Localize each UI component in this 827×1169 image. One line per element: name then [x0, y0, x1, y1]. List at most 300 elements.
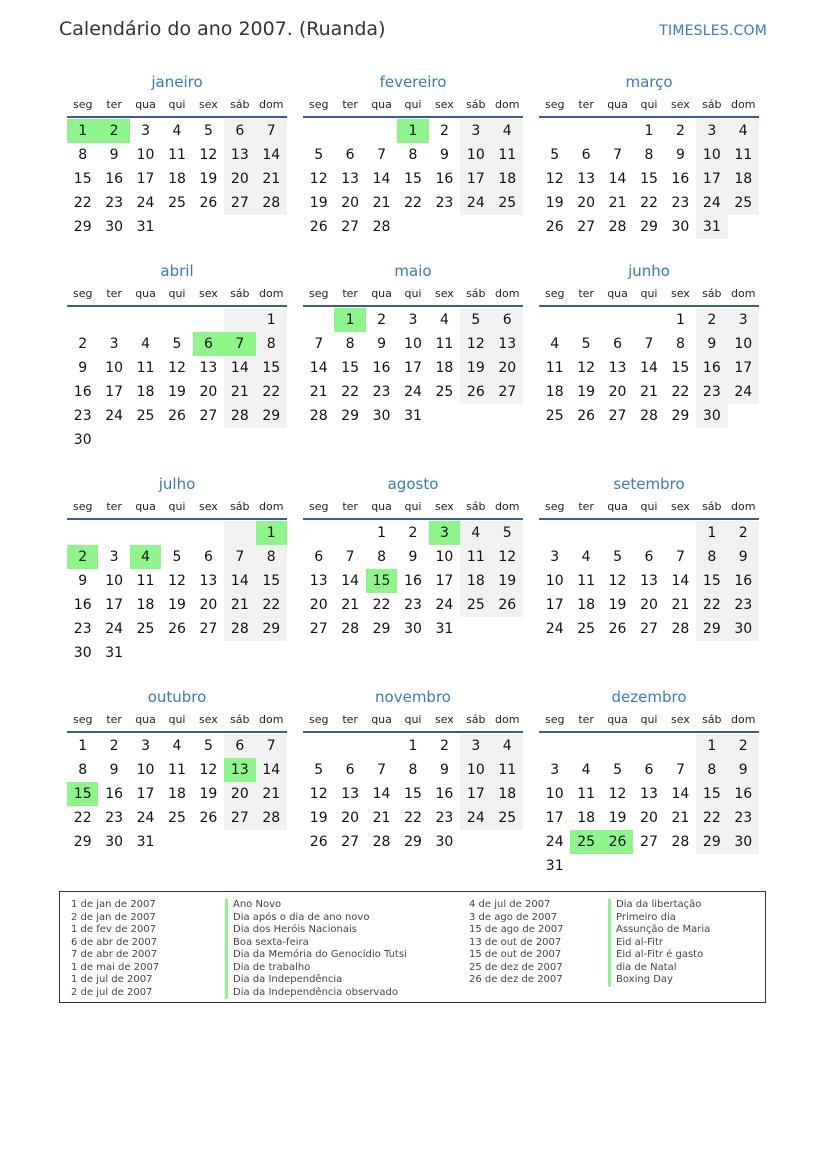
weekday-header: [303, 283, 523, 307]
day-cell: 16: [728, 569, 759, 593]
legend-date: 26 de dez de 2007: [469, 974, 563, 985]
day-cell: 22: [256, 380, 287, 404]
legend-holiday-name: Boxing Day: [608, 974, 710, 987]
day-cell: 17: [545, 810, 564, 826]
day-cell: 25: [492, 191, 523, 215]
day-cell: 20: [640, 810, 658, 826]
weekday-label: qui: [168, 287, 186, 300]
empty-cell: [130, 521, 161, 545]
day-cell: 26: [460, 380, 491, 404]
day-cell: 10: [728, 332, 759, 356]
empty-cell: [224, 215, 255, 239]
day-cell: 27: [224, 806, 255, 830]
holiday-day-cell: 3: [429, 521, 460, 545]
day-cell: 16: [73, 597, 92, 613]
holiday-legend: [59, 891, 766, 1003]
day-cell: 31: [435, 621, 454, 637]
day-cell: 20: [341, 810, 360, 826]
day-cell: 22: [404, 195, 422, 211]
week-row: [303, 545, 523, 569]
empty-cell: [602, 734, 633, 758]
weekday-label: qua: [607, 287, 628, 300]
week-row: [303, 191, 523, 215]
day-cell: 1: [256, 308, 287, 332]
week-row: [67, 569, 287, 593]
day-cell: 24: [728, 380, 759, 404]
empty-cell: [224, 521, 255, 545]
day-cell: 4: [728, 119, 759, 143]
month-name: janeiro: [151, 73, 203, 91]
weekday-label: ter: [106, 287, 122, 300]
holiday-day-cell: 1: [397, 119, 428, 143]
week-row: [539, 758, 759, 782]
day-cell: 6: [345, 147, 355, 163]
weekday-label: seg: [544, 287, 565, 300]
day-cell: 31: [696, 215, 727, 239]
week-row: [539, 167, 759, 191]
day-cell: 11: [545, 360, 564, 376]
empty-cell: [193, 830, 224, 854]
day-cell: 8: [696, 545, 727, 569]
day-cell: 9: [439, 147, 449, 163]
day-cell: 10: [460, 143, 491, 167]
weekday-label: qua: [607, 713, 628, 726]
day-cell: 27: [309, 621, 328, 637]
empty-cell: [366, 119, 397, 143]
week-row: [539, 404, 759, 428]
weekday-label: sáb: [230, 98, 250, 111]
weekday-label: sáb: [466, 713, 486, 726]
day-cell: 28: [372, 834, 391, 850]
day-cell: 28: [224, 404, 255, 428]
day-cell: 19: [199, 786, 218, 802]
empty-cell: [130, 428, 161, 452]
empty-cell: [193, 521, 224, 545]
day-cell: 20: [224, 782, 255, 806]
week-row: [539, 215, 759, 239]
day-cell: 10: [696, 143, 727, 167]
day-cell: 24: [404, 384, 422, 400]
weekday-label: qui: [404, 500, 422, 513]
weekday-label: dom: [731, 98, 756, 111]
day-cell: 6: [581, 147, 591, 163]
day-cell: 24: [136, 195, 155, 211]
empty-cell: [460, 617, 491, 641]
weekday-label: qua: [371, 713, 392, 726]
day-cell: 8: [78, 147, 88, 163]
day-cell: 4: [581, 549, 591, 565]
day-cell: 17: [696, 167, 727, 191]
day-cell: 27: [224, 191, 255, 215]
weekday-label: qua: [607, 98, 628, 111]
weekday-label: ter: [342, 98, 358, 111]
weekday-label: sáb: [702, 98, 722, 111]
empty-cell: [67, 308, 98, 332]
empty-cell: [334, 119, 365, 143]
legend-date: 1 de jan de 2007: [71, 899, 156, 910]
week-row: [67, 167, 287, 191]
day-cell: 18: [460, 569, 491, 593]
weekday-label: seg: [308, 500, 329, 513]
day-cell: 16: [105, 786, 124, 802]
month-4: [303, 259, 523, 428]
holiday-day-cell: 1: [334, 308, 365, 332]
day-cell: 14: [224, 356, 255, 380]
day-cell: 15: [640, 171, 658, 187]
day-cell: 12: [199, 147, 218, 163]
day-cell: 6: [203, 549, 213, 565]
day-cell: 31: [105, 645, 124, 661]
day-cell: 3: [460, 119, 491, 143]
day-cell: 25: [545, 408, 564, 424]
weekday-label: sex: [434, 287, 454, 300]
day-cell: 23: [671, 195, 690, 211]
month-7: [303, 472, 523, 641]
day-cell: 9: [78, 360, 88, 376]
empty-cell: [429, 404, 460, 428]
day-cell: 19: [545, 195, 564, 211]
day-cell: 17: [435, 573, 454, 589]
day-cell: 30: [105, 219, 124, 235]
day-cell: 18: [492, 782, 523, 806]
legend-date: 13 de out de 2007: [469, 936, 562, 948]
day-cell: 21: [671, 810, 690, 826]
weekday-header: [67, 709, 287, 733]
day-cell: 10: [435, 549, 454, 565]
day-cell: 9: [728, 758, 759, 782]
weekday-label: ter: [342, 287, 358, 300]
day-cell: 23: [728, 806, 759, 830]
week-row: [303, 215, 523, 239]
day-cell: 31: [136, 219, 155, 235]
weekday-label: sáb: [702, 713, 722, 726]
empty-cell: [460, 215, 491, 239]
day-cell: 13: [640, 786, 658, 802]
day-cell: 9: [728, 545, 759, 569]
day-cell: 23: [435, 195, 454, 211]
legend-date: 7 de abr de 2007: [71, 949, 158, 960]
weekday-header: [303, 709, 523, 733]
week-row: [67, 191, 287, 215]
day-cell: 3: [109, 336, 119, 352]
day-cell: 20: [640, 597, 658, 613]
weekday-label: dom: [495, 287, 520, 300]
day-cell: 10: [460, 758, 491, 782]
empty-cell: [193, 641, 224, 665]
day-cell: 11: [577, 786, 596, 802]
month-name: março: [625, 73, 673, 91]
day-cell: 3: [141, 123, 151, 139]
weekday-label: sex: [198, 500, 218, 513]
day-cell: 26: [309, 219, 328, 235]
day-cell: 12: [168, 360, 186, 376]
day-cell: 23: [372, 384, 391, 400]
holiday-day-cell: 4: [130, 545, 161, 569]
month-name: setembro: [613, 475, 685, 493]
day-cell: 23: [404, 597, 422, 613]
weekday-label: qua: [371, 98, 392, 111]
day-cell: 14: [256, 758, 287, 782]
week-row: [67, 404, 287, 428]
week-row: [67, 641, 287, 665]
week-row: [303, 167, 523, 191]
day-cell: 11: [577, 573, 596, 589]
week-row: [67, 782, 287, 806]
month-name: agosto: [387, 475, 439, 493]
empty-cell: [256, 215, 287, 239]
empty-cell: [193, 308, 224, 332]
day-cell: 9: [675, 147, 685, 163]
week-row: [67, 806, 287, 830]
empty-cell: [492, 617, 523, 641]
empty-cell: [570, 308, 601, 332]
empty-cell: [602, 521, 633, 545]
week-row: [67, 428, 287, 452]
weekday-label: sáb: [230, 287, 250, 300]
week-row: [539, 191, 759, 215]
day-cell: 14: [256, 143, 287, 167]
weekday-label: ter: [106, 98, 122, 111]
legend-date: 4 de jul de 2007: [469, 899, 551, 910]
empty-cell: [539, 734, 570, 758]
day-cell: 18: [577, 597, 596, 613]
weekday-label: sáb: [230, 713, 250, 726]
day-cell: 8: [675, 336, 685, 352]
day-cell: 21: [341, 597, 360, 613]
day-cell: 7: [314, 336, 324, 352]
day-cell: 28: [224, 617, 255, 641]
empty-cell: [256, 428, 287, 452]
day-cell: 4: [581, 762, 591, 778]
day-cell: 13: [492, 332, 523, 356]
day-cell: 25: [577, 621, 596, 637]
week-row: [67, 521, 287, 545]
weekday-label: qua: [135, 287, 156, 300]
week-row: [67, 308, 287, 332]
day-cell: 3: [550, 549, 560, 565]
day-cell: 19: [492, 569, 523, 593]
week-row: [67, 356, 287, 380]
brand-link[interactable]: TIMESLES.COM: [659, 23, 767, 39]
month-6: [67, 472, 287, 665]
weekday-label: sáb: [466, 287, 486, 300]
weekday-label: sex: [198, 713, 218, 726]
empty-cell: [633, 308, 664, 332]
day-cell: 24: [136, 810, 155, 826]
day-cell: 15: [341, 360, 360, 376]
week-row: [67, 593, 287, 617]
weekday-label: sex: [670, 98, 690, 111]
legend-date: 2 de jul de 2007: [71, 986, 153, 998]
day-cell: 17: [105, 384, 124, 400]
week-row: [303, 380, 523, 404]
day-cell: 12: [492, 545, 523, 569]
day-cell: 26: [492, 593, 523, 617]
legend-holiday-name: Dia da Independência: [225, 974, 407, 987]
weekday-label: ter: [578, 713, 594, 726]
day-cell: 15: [696, 782, 727, 806]
day-cell: 14: [372, 171, 391, 187]
day-cell: 9: [696, 332, 727, 356]
day-cell: 13: [640, 573, 658, 589]
day-cell: 29: [404, 834, 422, 850]
day-cell: 12: [577, 360, 596, 376]
day-cell: 6: [224, 734, 255, 758]
day-cell: 14: [341, 573, 360, 589]
day-cell: 17: [105, 597, 124, 613]
day-cell: 2: [696, 308, 727, 332]
empty-cell: [492, 215, 523, 239]
week-row: [303, 782, 523, 806]
day-cell: 4: [172, 123, 182, 139]
week-row: [539, 521, 759, 545]
weekday-label: dom: [259, 500, 284, 513]
day-cell: 5: [613, 762, 623, 778]
weekday-label: sáb: [702, 500, 722, 513]
week-row: [539, 782, 759, 806]
day-cell: 24: [460, 806, 491, 830]
legend-date: 1 de mai de 2007: [71, 961, 160, 973]
weekday-label: sex: [198, 287, 218, 300]
weekday-label: seg: [308, 98, 329, 111]
day-cell: 26: [577, 408, 596, 424]
week-row: [303, 569, 523, 593]
weekday-label: dom: [259, 713, 284, 726]
day-cell: 21: [372, 810, 391, 826]
day-cell: 15: [404, 171, 422, 187]
week-row: [539, 143, 759, 167]
day-cell: 6: [224, 119, 255, 143]
day-cell: 25: [168, 810, 186, 826]
empty-cell: [303, 734, 334, 758]
week-row: [303, 806, 523, 830]
weekday-label: seg: [308, 287, 329, 300]
week-row: [303, 758, 523, 782]
day-cell: 10: [404, 336, 422, 352]
weekday-header: [303, 94, 523, 118]
weekday-label: qui: [640, 500, 658, 513]
week-row: [303, 143, 523, 167]
day-cell: 13: [224, 143, 255, 167]
weekday-label: qui: [640, 98, 658, 111]
day-cell: 15: [696, 569, 727, 593]
weekday-label: sex: [670, 287, 690, 300]
day-cell: 12: [460, 332, 491, 356]
empty-cell: [665, 521, 696, 545]
holiday-day-cell: 1: [256, 521, 287, 545]
day-cell: 27: [608, 408, 627, 424]
day-cell: 2: [728, 521, 759, 545]
day-cell: 8: [345, 336, 355, 352]
day-cell: 8: [256, 332, 287, 356]
day-cell: 12: [608, 786, 627, 802]
day-cell: 18: [136, 597, 155, 613]
empty-cell: [303, 119, 334, 143]
weekday-label: ter: [578, 98, 594, 111]
day-cell: 29: [372, 621, 391, 637]
day-cell: 14: [224, 569, 255, 593]
week-row: [303, 830, 523, 854]
day-cell: 21: [671, 597, 690, 613]
day-cell: 22: [671, 384, 690, 400]
day-cell: 5: [550, 147, 560, 163]
day-cell: 29: [73, 834, 92, 850]
day-cell: 14: [671, 786, 690, 802]
weekday-label: sáb: [466, 98, 486, 111]
empty-cell: [570, 734, 601, 758]
empty-cell: [98, 521, 129, 545]
empty-cell: [492, 404, 523, 428]
day-cell: 25: [136, 408, 155, 424]
day-cell: 25: [435, 384, 454, 400]
day-cell: 26: [199, 195, 218, 211]
weekday-label: seg: [72, 287, 93, 300]
day-cell: 29: [341, 408, 360, 424]
day-cell: 9: [377, 336, 387, 352]
week-row: [303, 356, 523, 380]
empty-cell: [728, 854, 759, 878]
month-name: dezembro: [611, 688, 687, 706]
day-cell: 22: [372, 597, 391, 613]
empty-cell: [633, 521, 664, 545]
empty-cell: [728, 404, 759, 428]
day-cell: 8: [408, 147, 418, 163]
day-cell: 8: [377, 549, 387, 565]
day-cell: 24: [105, 621, 124, 637]
day-cell: 19: [199, 171, 218, 187]
day-cell: 3: [696, 119, 727, 143]
day-cell: 3: [728, 308, 759, 332]
day-cell: 12: [199, 762, 218, 778]
day-cell: 6: [644, 762, 654, 778]
day-cell: 25: [136, 621, 155, 637]
day-cell: 15: [404, 786, 422, 802]
day-cell: 11: [492, 143, 523, 167]
day-cell: 16: [435, 171, 454, 187]
day-cell: 22: [696, 593, 727, 617]
weekday-header: [539, 496, 759, 520]
day-cell: 16: [435, 786, 454, 802]
day-cell: 21: [224, 593, 255, 617]
day-cell: 5: [492, 521, 523, 545]
day-cell: 27: [199, 621, 218, 637]
week-row: [67, 332, 287, 356]
day-cell: 30: [435, 834, 454, 850]
day-cell: 24: [545, 834, 564, 850]
day-cell: 3: [460, 734, 491, 758]
day-cell: 22: [73, 810, 92, 826]
month-3: [67, 259, 287, 452]
day-cell: 28: [256, 806, 287, 830]
day-cell: 27: [577, 219, 596, 235]
day-cell: 15: [256, 356, 287, 380]
day-cell: 18: [728, 167, 759, 191]
month-name: junho: [628, 262, 670, 280]
day-cell: 6: [345, 762, 355, 778]
day-cell: 18: [136, 384, 155, 400]
weekday-label: dom: [495, 98, 520, 111]
day-cell: 4: [460, 521, 491, 545]
day-cell: 7: [644, 336, 654, 352]
weekday-label: ter: [342, 500, 358, 513]
empty-cell: [130, 641, 161, 665]
week-row: [67, 617, 287, 641]
legend-holiday-name: Eid al-Fitr é gasto: [608, 949, 710, 962]
legend-holiday-name: Primeiro dia: [608, 912, 710, 925]
empty-cell: [602, 854, 633, 878]
day-cell: 22: [73, 195, 92, 211]
day-cell: 20: [341, 195, 360, 211]
